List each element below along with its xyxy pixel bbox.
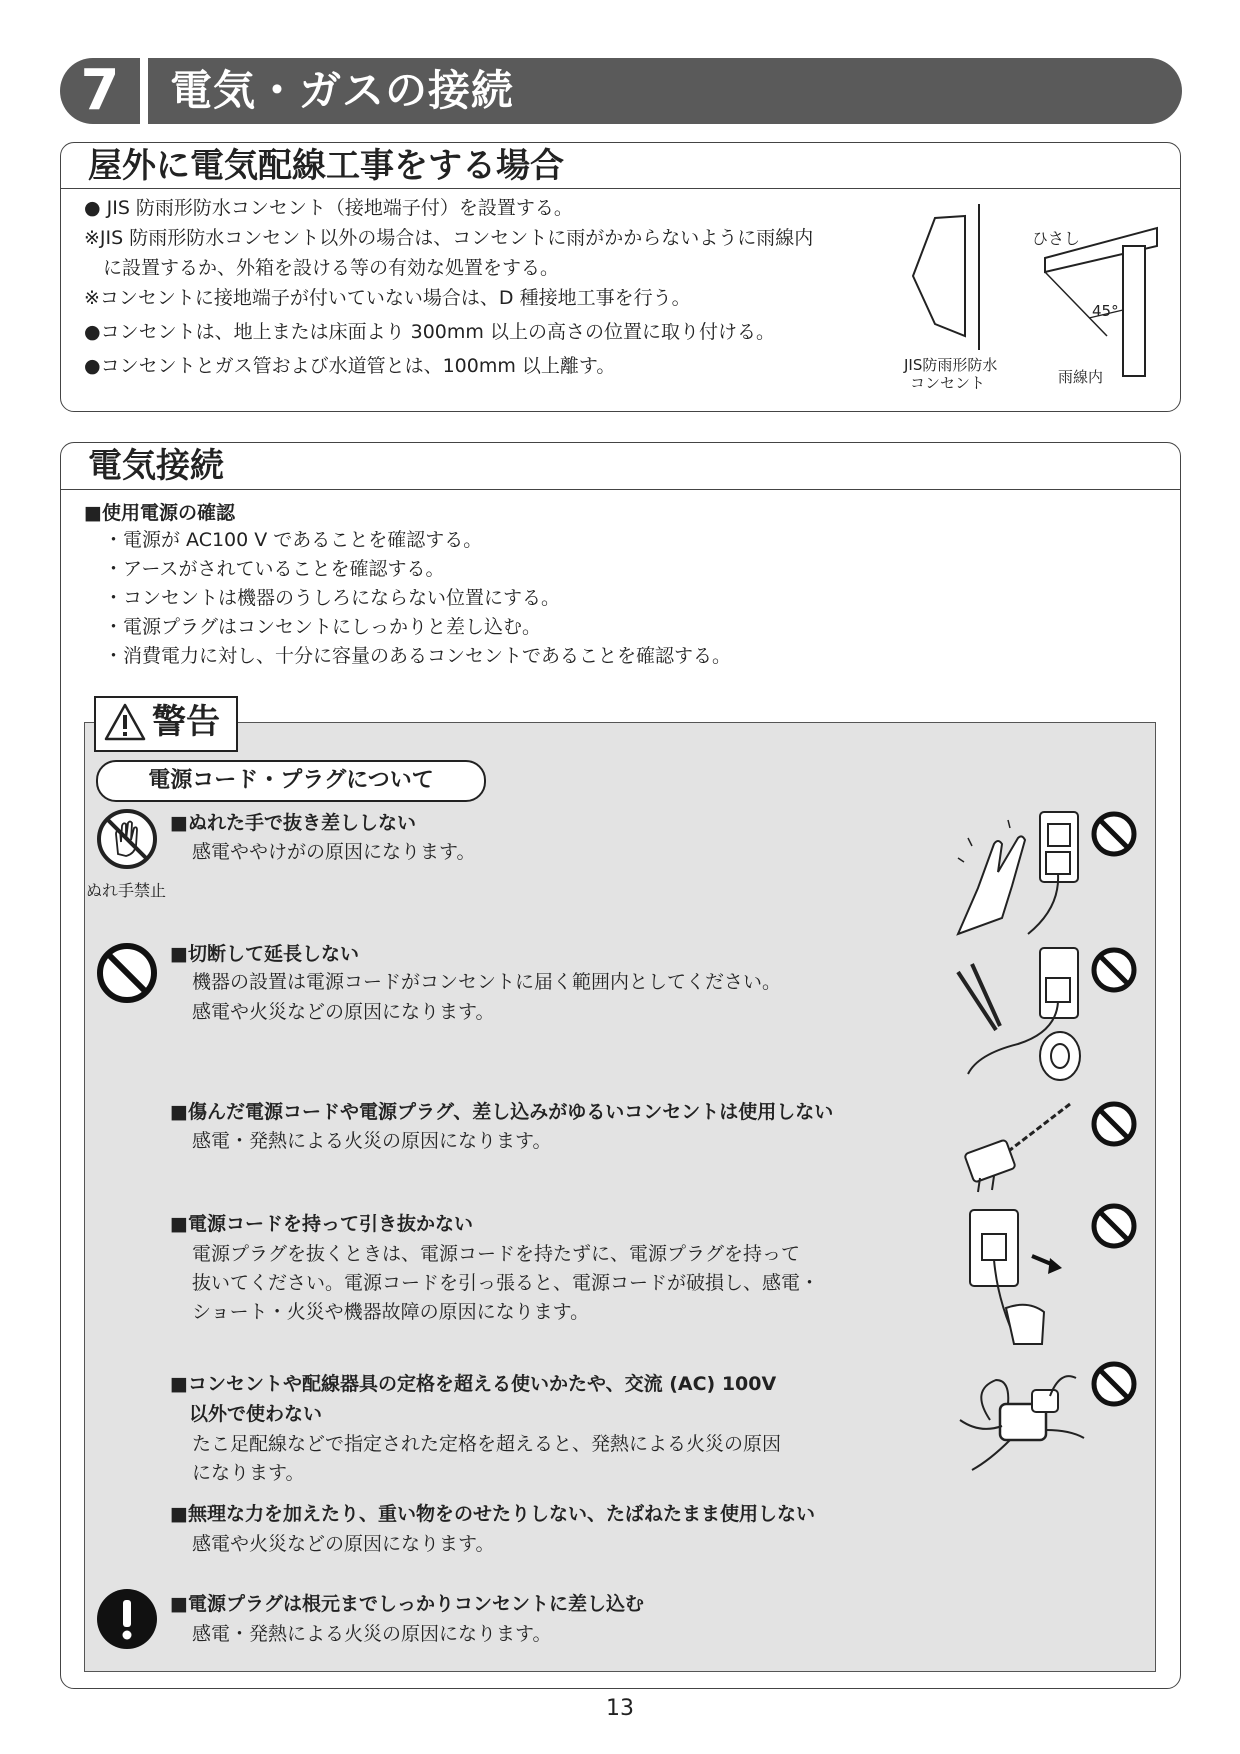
warning-item-5-heading: ■コンセントや配線器具の定格を超える使いかたや、交流 (AC) 100V bbox=[170, 1373, 777, 1395]
chapter-number: 7 bbox=[80, 58, 120, 123]
power-item-5: ・消費電力に対し、十分に容量のあるコンセントであることを確認する。 bbox=[104, 645, 732, 667]
warning-item-4-body-2: 抜いてください。電源コードを引っ張ると、電源コードが破損し、感電・ bbox=[192, 1272, 820, 1294]
prohibited-icon bbox=[96, 942, 158, 1004]
wet-hand-outlet-illustration bbox=[948, 808, 1088, 944]
eave-label: ひさし bbox=[1032, 229, 1081, 248]
warning-subtitle: 電源コード・プラグについて bbox=[96, 760, 486, 802]
outdoor-line-1: ● JIS 防雨形防水コンセント（接地端子付）を設置する。 bbox=[84, 197, 573, 219]
warning-item-1-heading: ■ぬれた手で抜き差ししない bbox=[170, 812, 416, 834]
power-item-2: ・アースがされていることを確認する。 bbox=[104, 558, 445, 580]
outdoor-section-title: 屋外に電気配線工事をする場合 bbox=[88, 146, 564, 186]
pulling-cord-illustration bbox=[958, 1204, 1078, 1350]
warning-item-4-heading: ■電源コードを持って引き抜かない bbox=[170, 1213, 473, 1235]
warning-item-5-heading-2: 以外で使わない bbox=[170, 1403, 323, 1425]
wet-hand-prohibited-icon bbox=[96, 808, 158, 870]
warning-item-2-body-2: 感電や火災などの原因になります。 bbox=[192, 1001, 495, 1023]
chapter-title: 電気・ガスの接続 bbox=[170, 66, 515, 115]
warning-item-7-heading: ■電源プラグは根元までしっかりコンセントに差し込む bbox=[170, 1593, 644, 1615]
octopus-wiring-illustration bbox=[950, 1360, 1090, 1476]
warning-item-1-body: 感電ややけがの原因になります。 bbox=[192, 841, 476, 863]
outdoor-line-3: に設置するか、外箱を設ける等の有効な処置をする。 bbox=[84, 257, 560, 279]
outdoor-line-5: ●コンセントは、地上または床面より 300mm 以上の高さの位置に取り付ける。 bbox=[84, 321, 775, 343]
power-item-4: ・電源プラグはコンセントにしっかりと差し込む。 bbox=[104, 616, 542, 638]
outlet-label-1: JIS防雨形防水 bbox=[904, 356, 998, 374]
prohibited-icon bbox=[1090, 946, 1138, 994]
prohibited-icon bbox=[1090, 1202, 1138, 1250]
outdoor-line-2: ※JIS 防雨形防水コンセント以外の場合は、コンセントに雨がかからないように雨線内 bbox=[84, 227, 814, 249]
chapter-divider bbox=[140, 58, 148, 124]
power-item-1: ・電源が AC100 V であることを確認する。 bbox=[104, 529, 483, 551]
angle-label: 45° bbox=[1092, 302, 1119, 320]
section-title-rule bbox=[60, 489, 1180, 490]
prohibited-icon bbox=[1090, 1360, 1138, 1408]
warning-item-5-body-2: になります。 bbox=[192, 1462, 305, 1484]
warning-item-4-body-3: ショート・火災や機器故障の原因になります。 bbox=[192, 1301, 590, 1323]
warning-item-5-body-1: たこ足配線などで指定された定格を超えると、発熱による火災の原因 bbox=[192, 1433, 782, 1455]
warning-item-2-body-1: 機器の設置は電源コードがコンセントに届く範囲内としてください。 bbox=[192, 971, 782, 993]
outdoor-line-6: ●コンセントとガス管および水道管とは、100mm 以上離す。 bbox=[84, 355, 616, 377]
power-heading: ■使用電源の確認 bbox=[84, 502, 235, 524]
rain-line-label: 雨線内 bbox=[1058, 368, 1104, 386]
electric-section-title: 電気接続 bbox=[88, 446, 224, 486]
prohibited-icon bbox=[1090, 810, 1138, 858]
page-number: 13 bbox=[606, 1696, 634, 1721]
damaged-plug-illustration bbox=[960, 1098, 1080, 1198]
wet-hand-caption: ぬれ手禁止 bbox=[86, 881, 167, 900]
warning-item-6-body: 感電や火災などの原因になります。 bbox=[192, 1533, 495, 1555]
outlet-label-2: コンセント bbox=[910, 374, 986, 392]
cutting-cord-illustration bbox=[948, 944, 1088, 1086]
warning-item-6-heading: ■無理な力を加えたり、重い物をのせたりしない、たばねたまま使用しない bbox=[170, 1503, 815, 1525]
warning-item-4-body-1: 電源プラグを抜くときは、電源コードを持たずに、電源プラグを持って bbox=[192, 1243, 801, 1265]
warning-triangle-icon bbox=[104, 702, 146, 742]
mandatory-action-icon bbox=[96, 1588, 158, 1650]
section-title-rule bbox=[60, 188, 1180, 189]
outdoor-line-4: ※コンセントに接地端子が付いていない場合は、D 種接地工事を行う。 bbox=[84, 287, 691, 309]
warning-item-2-heading: ■切断して延長しない bbox=[170, 943, 359, 965]
warning-label: 警告 bbox=[152, 702, 220, 742]
warning-item-3-heading: ■傷んだ電源コードや電源プラグ、差し込みがゆるいコンセントは使用しない bbox=[170, 1101, 834, 1123]
warning-item-3-body: 感電・発熱による火災の原因になります。 bbox=[192, 1130, 552, 1152]
warning-item-7-body: 感電・発熱による火災の原因になります。 bbox=[192, 1623, 552, 1645]
power-item-3: ・コンセントは機器のうしろにならない位置にする。 bbox=[104, 587, 561, 609]
prohibited-icon bbox=[1090, 1100, 1138, 1148]
